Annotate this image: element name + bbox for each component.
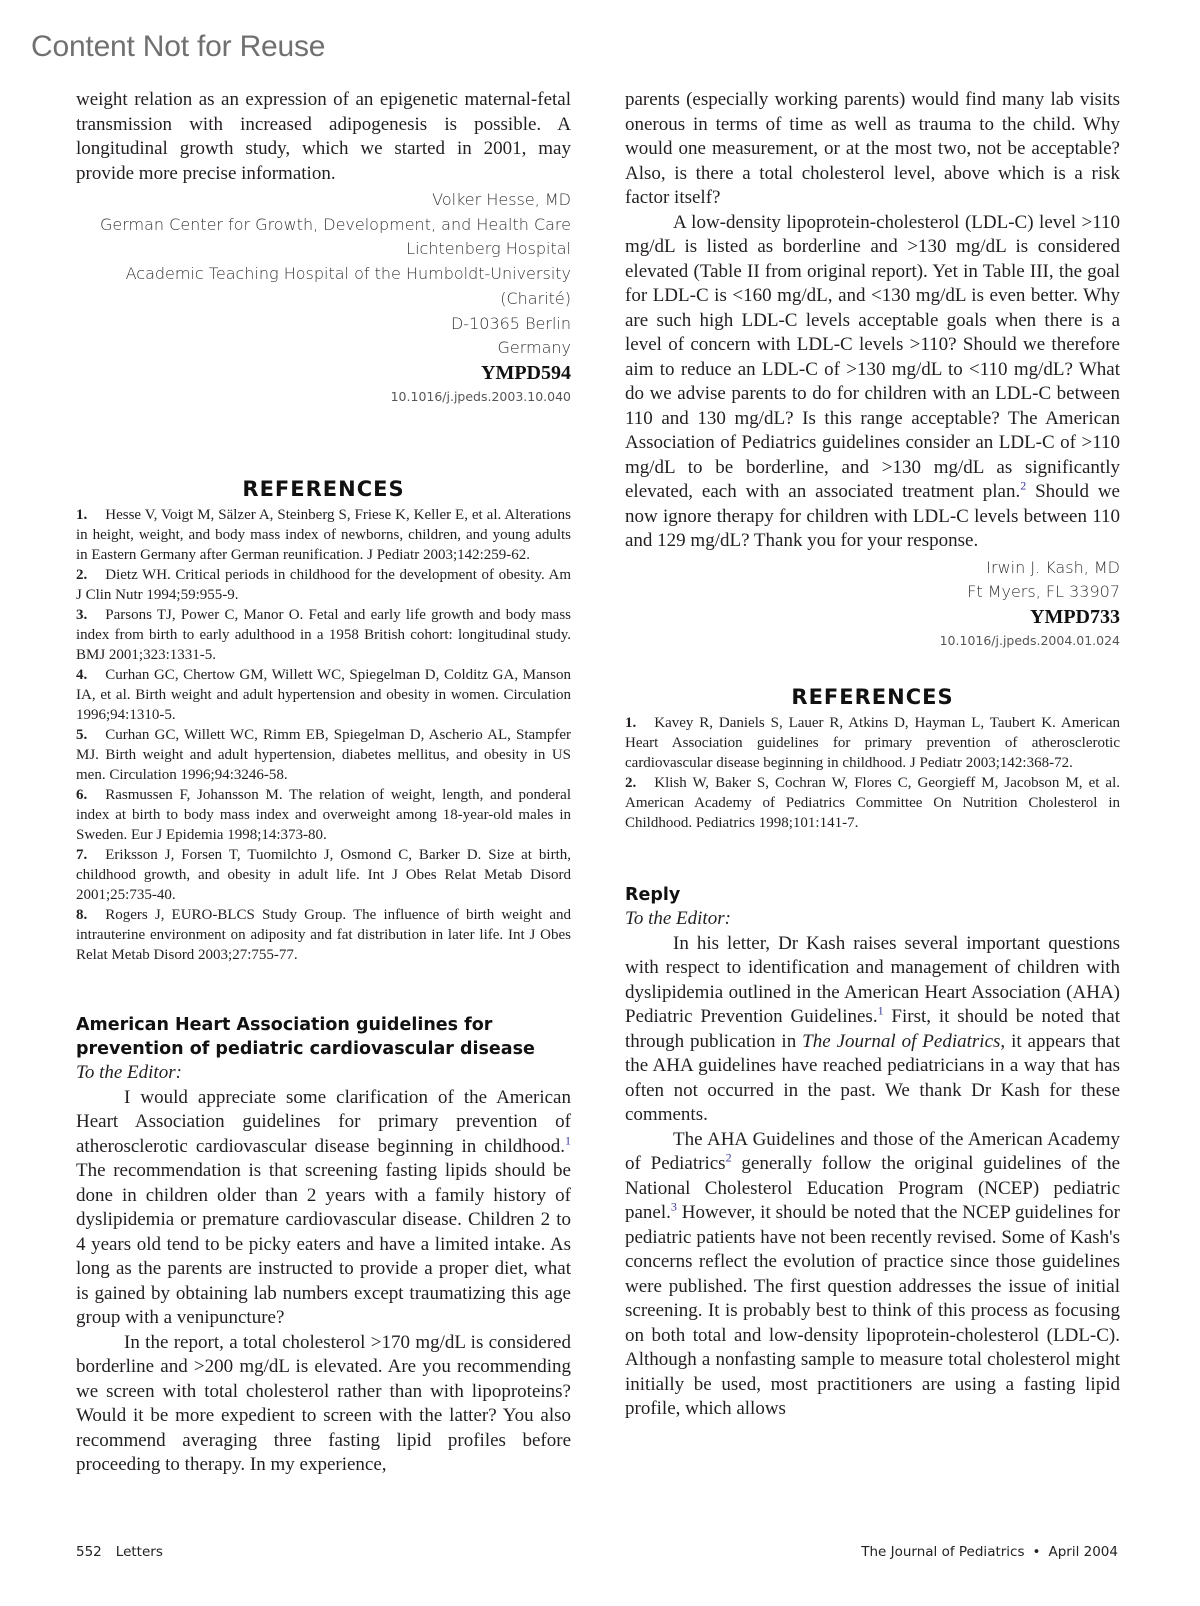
- reference-number: 1.: [76, 507, 88, 524]
- reference-item: [76, 605, 571, 665]
- reference-text: Klish W, Baker S, Cochran W, Flores C, Georgieff M, Jacobson M, et al. American Academy of Pediatrics Committee On Nutrition Cholesterol in Childhood. Pediatrics 1998;101:141-7.: [625, 775, 1120, 832]
- body-paragraph: [625, 1128, 1120, 1422]
- citation-link[interactable]: 2: [725, 1151, 732, 1166]
- paragraph-text: A low-density lipoprotein-cholesterol (LDL-C) level >110 mg/dL is listed as borderline and >130 mg/dL is considered elevated (Table II from original report). Yet in Table III, the goal for LDL-C is <160 mg/dL, and <130 mg/dL is even better. Why are such high LDL-C levels acceptable goals when there is a level of concern with LDL-C levels >110? Should we therefore aim to reduce an LDL-C of >130 mg/dL to <110 mg/dL? What do we advise parents to do for children with an LDL-C between 110 and 130 mg/dL? Is this range acceptable? The American Association of Pediatrics guidelines consider an LDL-C of >110 mg/dL to be borderline, and >130 mg/dL as significantly elevated, each with an associated treatment plan.: [625, 211, 1120, 502]
- body-paragraph: In the report, a total cholesterol >170 mg/dL is considered borderline and >200 mg/dL is elevated. Are you recommending we screen with total cholesterol rather than with lipoproteins? Would it be more expedient to screen with the latter? You also recommend averaging three fasting lipid profiles before proceeding to therapy. In my experience,: [76, 1331, 571, 1476]
- paragraph-text: The recommendation is that screening fasting lipids should be done in children older than 2 years with a family history of dyslipidemia or premature cardiovascular disease. Children 2 to 4 years old tend to be picky eaters and have a limited intake. As long as the parents are instructed to provide a proper diet, what is gained by obtaining lab numbers except traumatizing this age group with a venipuncture?: [76, 1160, 571, 1329]
- paragraph-text: , it appears that the AHA guidelines have reached pediatricians in a way that has often not occurred in the past. We thank Dr Kash for these comments.: [625, 1030, 1120, 1126]
- reference-text: Rasmussen F, Johansson M. The relation of weight, length, and ponderal index at birth to body mass index and overweight among 18-year-old males in Sweden. Eur J Epidemia 1998;14:373-80.: [76, 787, 571, 844]
- citation-link[interactable]: 1: [877, 1004, 884, 1019]
- reference-text: Dietz WH. Critical periods in childhood for the development of obesity. Am J Clin Nutr 1994;59:955-9.: [76, 567, 571, 604]
- author-signature: [76, 188, 571, 361]
- reference-text: Parsons TJ, Power C, Manor O. Fetal and early life growth and body mass index from birth to early adulthood in a 1958 British cohort: longitudinal study. BMJ 2001;323:1331-5.: [76, 607, 571, 664]
- doi-link[interactable]: 10.1016/j.jpeds.2003.10.040: [390, 388, 571, 404]
- separator-dot: •: [1032, 1544, 1041, 1560]
- reference-number: 4.: [76, 667, 88, 684]
- salutation: To the Editor:: [625, 908, 731, 930]
- reply-title: Reply: [625, 885, 681, 906]
- reference-item: [625, 713, 1120, 773]
- paragraph-text: generally follow the original guidelines of the National Cholesterol Education Program (NCEP) pediatric panel.: [625, 1153, 1120, 1224]
- reference-number: 6.: [76, 787, 88, 804]
- reference-number: 1.: [625, 715, 637, 732]
- citation-link[interactable]: 3: [670, 1200, 677, 1215]
- right-column: [625, 88, 1120, 1422]
- author-affiliation: Lichtenberg Hospital: [406, 239, 571, 259]
- reference-number: 8.: [76, 907, 88, 924]
- reference-item: [76, 725, 571, 785]
- page-footer-right: [861, 1544, 1118, 1560]
- issue-date: April 2004: [1048, 1544, 1118, 1560]
- reference-text: Kavey R, Daniels S, Lauer R, Atkins D, Hayman L, Taubert K. American Heart Association guidelines for primary prevention of atherosclerotic cardiovascular disease beginning in childhood. J Pediatr 2003;142:368-72.: [625, 715, 1120, 772]
- left-column: [76, 88, 571, 1478]
- article-code: YMPD733: [1030, 605, 1120, 628]
- reference-item: [625, 773, 1120, 833]
- body-paragraph: [76, 1086, 571, 1331]
- reference-number: 5.: [76, 727, 88, 744]
- reference-text: Eriksson J, Forsen T, Tuomilchto J, Osmond C, Barker D. Size at birth, childhood growth, and obesity in adult life. Int J Obes Relat Metab Disord 2001;25:735-40.: [76, 847, 571, 904]
- citation-link[interactable]: 1: [565, 1133, 571, 1148]
- references-heading: REFERENCES: [791, 684, 954, 709]
- journal-title: The Journal of Pediatrics: [861, 1544, 1025, 1560]
- paragraph-text: First, it should be noted that through publication in: [625, 1006, 1120, 1052]
- reference-item: [76, 665, 571, 725]
- paragraph-text: I would appreciate some clarification of the American Heart Association guidelines for primary prevention of atherosclerotic cardiovascular disease beginning in childhood.: [76, 1086, 571, 1157]
- reference-item: [76, 565, 571, 605]
- paragraph-text: Should we now ignore therapy for children with LDL-C levels between 110 and 129 mg/dL? Thank you for your response.: [625, 481, 1120, 551]
- references-heading: REFERENCES: [242, 476, 405, 501]
- reference-text: Hesse V, Voigt M, Sälzer A, Steinberg S, Friese K, Keller E, et al. Alterations in height, weight, and body mass index of newborns, children, and young adults in Eastern Germany after German reunification. J Pediatr 2003;142:259-62.: [76, 507, 571, 564]
- paragraph-text: The AHA Guidelines and those of the American Academy of Pediatrics: [625, 1128, 1120, 1175]
- paragraph-text: However, it should be noted that the NCEP guidelines for pediatric patients have not been recently revised. Some of Kash's concerns reflect the evolution of practice since those guidelines were published. The first question addresses the issue of initial screening. It is probably best to think of this process as focusing on both total and low-density lipoprotein-cholesterol (LDL-C). Although a nonfasting sample to measure total cholesterol might initially be used, most practitioners are using a fasting lipid profile, which allows: [625, 1202, 1120, 1420]
- citation-link[interactable]: 2: [1020, 478, 1027, 493]
- author-country: Germany: [497, 338, 571, 358]
- section-name: Letters: [115, 1544, 163, 1560]
- references-list: [76, 505, 571, 965]
- author-address: Ft Myers, FL 33907: [967, 582, 1120, 602]
- reference-text: Rogers J, EURO-BLCS Study Group. The influence of birth weight and intrauterine environment on adiposity and fat distribution in later life. Int J Obes Relat Metab Disord 2003;27:755-77.: [76, 907, 571, 964]
- author-name: Irwin J. Kash, MD: [986, 557, 1120, 577]
- salutation: To the Editor:: [76, 1062, 182, 1084]
- continuation-paragraph: parents (especially working parents) would find many lab visits onerous in terms of time as well as trauma to the child. Why would one measurement, or at the most two, not be acceptable? Also, is there a total cholesterol level, above which is a risk factor itself?: [625, 89, 1120, 208]
- reference-text: Curhan GC, Willett WC, Rimm EB, Spiegelman D, Ascherio AL, Stampfer MJ. Birth weight and adult hypertension, diabetes mellitus, and obesity in US men. Circulation 1996;94:3246-58.: [76, 727, 571, 784]
- author-affiliation: German Center for Growth, Development, and Health Care: [99, 214, 571, 234]
- reference-number: 3.: [76, 607, 88, 624]
- reference-number: 2.: [76, 567, 88, 584]
- watermark: Content Not for Reuse: [31, 30, 326, 63]
- article-code: YMPD594: [481, 361, 571, 384]
- body-paragraph: [625, 932, 1120, 1128]
- author-affiliation: Academic Teaching Hospital of the Humboldt-University (Charité): [125, 264, 571, 308]
- reference-number: 7.: [76, 847, 88, 864]
- reference-item: [76, 845, 571, 905]
- author-address: D-10365 Berlin: [450, 313, 571, 333]
- article-title: American Heart Association guidelines for prevention of pediatric cardiovascular disease: [76, 1015, 535, 1060]
- journal-name: The Journal of Pediatrics: [802, 1030, 1001, 1052]
- reference-item: [76, 505, 571, 565]
- page-footer-left: [76, 1544, 163, 1560]
- doi-link[interactable]: 10.1016/j.jpeds.2004.01.024: [939, 632, 1120, 648]
- references-list: [625, 713, 1120, 833]
- continuation-paragraph: weight relation as an expression of an epigenetic maternal-fetal transmission with increased adipogenesis is possible. A longitudinal growth study, which we started in 2001, may provide more precise information.: [76, 89, 571, 184]
- author-name: Volker Hesse, MD: [432, 190, 571, 209]
- paragraph-text: In his letter, Dr Kash raises several important questions with respect to identification and management of children with dyslipidemia outlined in the American Heart Association (AHA) Pediatric Prevention Guidelines.: [625, 932, 1120, 1028]
- body-paragraph: [625, 211, 1120, 554]
- reference-item: [76, 905, 571, 965]
- reference-item: [76, 785, 571, 845]
- reference-number: 2.: [625, 775, 637, 792]
- reference-text: Curhan GC, Chertow GM, Willett WC, Spiegelman D, Colditz GA, Manson IA, et al. Birth weight and adult hypertension and obesity in women. Circulation 1996;94:1310-5.: [76, 667, 571, 724]
- author-signature: [625, 556, 1120, 605]
- page-number: 552: [76, 1544, 102, 1560]
